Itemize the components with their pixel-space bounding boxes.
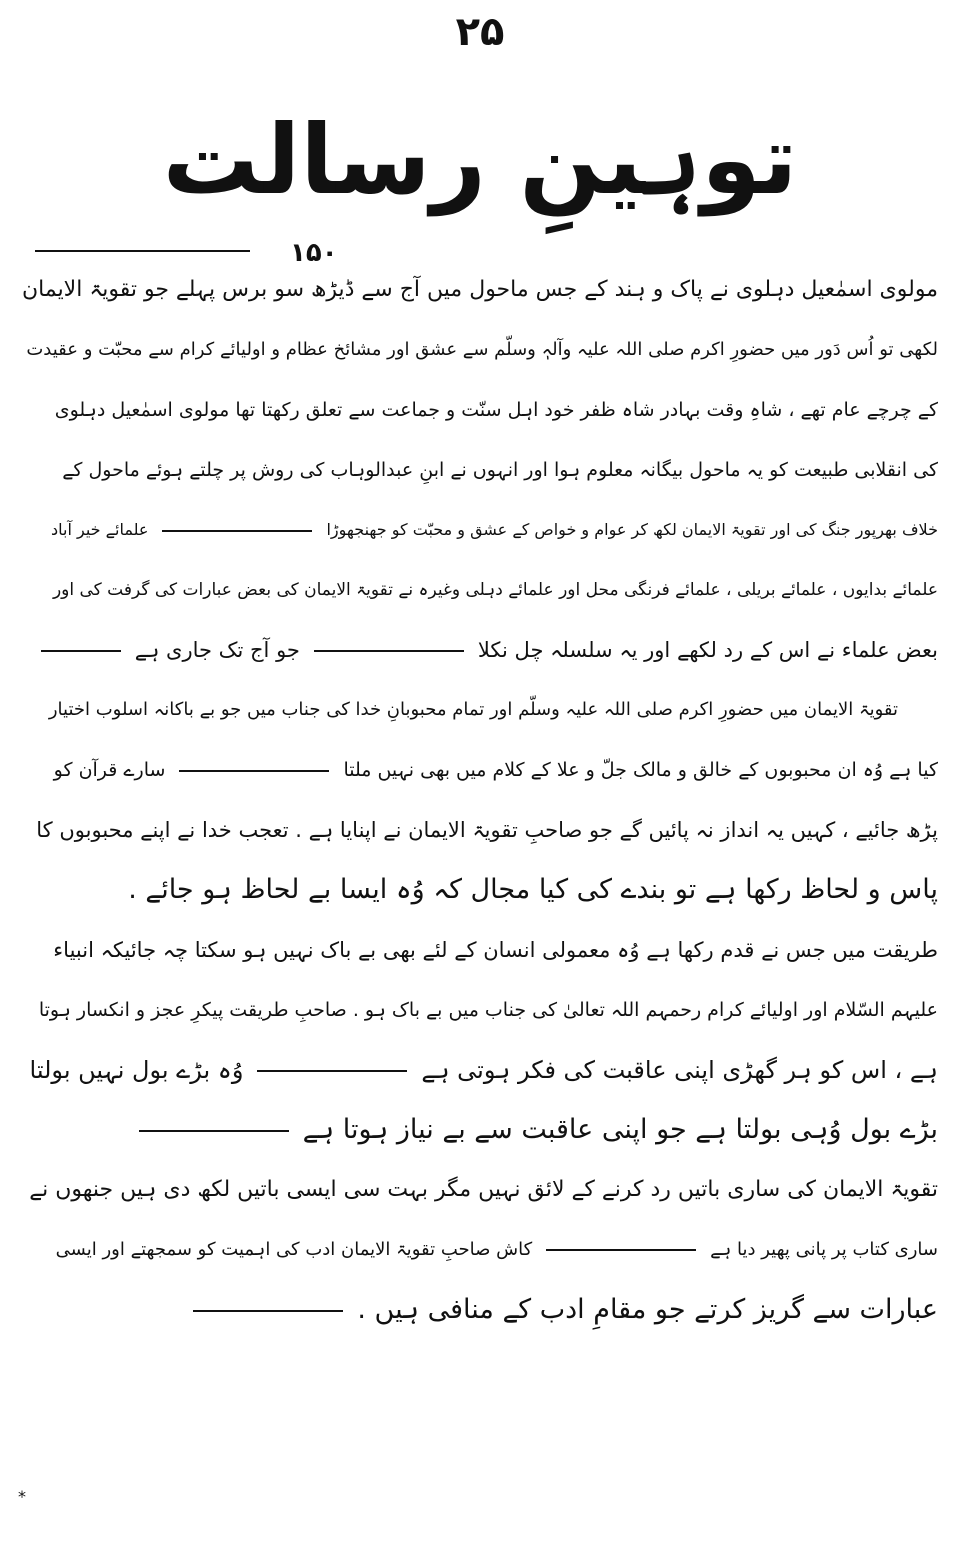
paragraph-3-line-4: بڑے بول وُہی بولتا ہے جو اپنی عاقبت سے بے نیاز ہوتا ہے (22, 1100, 938, 1160)
margin-number: ۱۵۰ (290, 238, 338, 268)
paragraph-4-line-1: تقویۃ الایمان کی ساری باتیں رد کرنے کے لائق نہیں مگر بہت سی ایسی باتیں لکھ دی ہیں جنھوں نے (29, 1177, 938, 1202)
paragraph-2-line-4: پاس و لحاظ رکھا ہے تو بندے کی کیا مجال کہ وُہ ایسا بے لحاظ ہو جائے . (128, 874, 938, 905)
paragraph-2-line-3: پڑھ جائیے ، کہیں یہ انداز نہ پائیں گے جو صاحبِ تقویۃ الایمان نے اپنایا ہے . تعجب خدا نے اپنے محبوبوں کا (36, 818, 938, 842)
paragraph-1-line-2: لکھی تو اُس دَور میں حضورِ اکرم صلی اللہ علیہ وآلہٖ وسلّم سے عشق اور مشائخ عظام و اولیائے کرام سے محبّت و عقیدت (26, 339, 938, 360)
page-title: توہینِ رسالت (162, 104, 798, 216)
paragraph-2-line-1: تقویۃ الایمان میں حضورِ اکرم صلی اللہ علیہ وسلّم اور تمام محبوبانِ خدا کی جناب میں جو بے باکانہ اسلوب اختیار (48, 699, 898, 720)
paragraph-1-line-1: مولوی اسمٰعیل دہلوی نے پاک و ہند کے جس ماحول میں آج سے ڈیڑھ سو برس پہلے جو تقویۃ الایمان (22, 277, 938, 302)
paragraph-3-line-2: علیہم السّلام اور اولیائے کرام رحمہم اللہ تعالیٰ کی جناب میں بے باک ہو . صاحبِ طریقت پیکرِ عجز و انکسار ہوتا (38, 999, 938, 1021)
line-dash (546, 1249, 696, 1251)
line-dash (193, 1310, 343, 1312)
page-number: ۲۵ (455, 9, 505, 55)
paragraph-1-line-5: خلاف بھرپور جنگ کی اور تقویۃ الایمان لکھ کر عوام و خواص کے عشق و محبّت کو جھنجھوڑاعلمائے خیر آباد (51, 520, 938, 539)
paragraph-3-line-1: طریقت میں جس نے قدم رکھا ہے وُہ معمولی انسان کے لئے بھی بے باک نہیں ہو سکتا چہ جائیکہ انبیاء (53, 938, 938, 962)
line-dash (162, 530, 312, 532)
paragraph-2-line-2: کیا ہے وُہ ان محبوبوں کے خالق و مالک جلّ و علا کے کلام میں بھی نہیں ملتاسارے قرآن کو (53, 759, 938, 781)
line-dash (314, 650, 464, 652)
paragraph-1-line-3: کے چرچے عام تھے ، شاہِ وقت بہادر شاہ ظفر خود اہل سنّت و جماعت سے تعلق رکھتا تھا مولوی اسمٰعیل دہلوی (54, 399, 938, 421)
line-dash (139, 1130, 289, 1132)
top-divider (35, 250, 250, 252)
paragraph-1-line-4: کی انقلابی طبیعت کو یہ ماحول بیگانہ معلوم ہوا اور انہوں نے ابنِ عبدالوہاب کی روش پر چلتے ہوئے ماحول کے (62, 459, 938, 481)
footnote-mark: * (18, 1487, 26, 1506)
paragraph-4-line-3: عبارات سے گریز کرتے جو مقامِ ادب کے منافی ہیں . (22, 1280, 938, 1340)
line-dash (257, 1070, 407, 1072)
paragraph-3-line-3: ہے ، اس کو ہر گھڑی اپنی عاقبت کی فکر ہوتی ہےوُہ بڑے بول نہیں بولتا (29, 1056, 938, 1084)
line-dash (41, 650, 121, 652)
paragraph-1-line-7: بعض علماء نے اس کے رد لکھے اور یہ سلسلہ چل نکلاجو آج تک جاری ہے (22, 620, 938, 680)
line-dash (179, 770, 329, 772)
paragraph-1-line-6: علمائے بدایوں ، علمائے بریلی ، علمائے فرنگی محل اور علمائے دہلی وغیرہ نے تقویۃ الایمان کی بعض عبارات کی گرفت کی اور (52, 580, 938, 600)
paragraph-4-line-2: ساری کتاب پر پانی پھیر دیا ہےکاش صاحبِ تقویۃ الایمان ادب کی اہمیت کو سمجھتے اور ایسی (55, 1239, 938, 1260)
